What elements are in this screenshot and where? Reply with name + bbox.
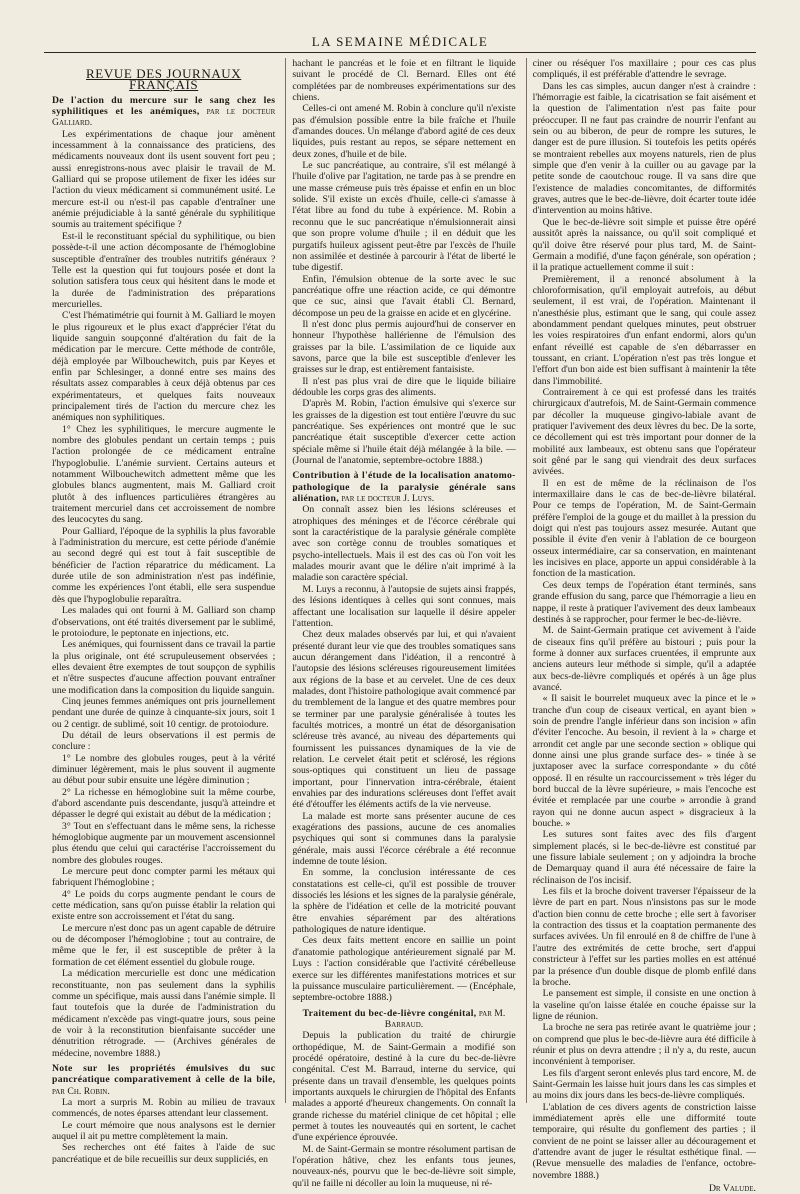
- paragraph: Chez deux malades observés par lui, et qui n'avaient présenté durant leur vie que des troubles somatiques sans aucun dérangement dans l'idéation, il a rencontré à l'autopsie des lésions scléreuses rigoureusement limitées aux régions de la base et au cervelet. Une de ces deux malades, dont l'histoire pathologique avait commencé par du tremblement de la langue et des quatre membres pour se terminer par une paralysie généralisée à toutes les facultés motrices, a montré un état de désorganisation scléreuse très avancé, au niveau des départements qui fournissent les puissances dynamiques de la vie de relation. Le cervelet était petit et sclérosé, les régions sous-optiques qui constituent un lieu de passage important, pour l'innervation intra-cérébrale, étaient envahies par des indurations scléreuses dont l'effet avait été d'étouffer les éléments actifs de la vie nerveuse.: [292, 629, 516, 811]
- paragraph: Du détail de leurs observations il est permis de conclure :: [52, 729, 276, 753]
- paragraph: M. de Saint-Germain pratique cet avivement à l'aide de ciseaux fins qu'il préfère au bistouri ; puis pour la forme à donner aux surfaces cruentées, il emprunte aux anciens auteurs leur méthode si simple, qu'il a adaptée aux becs-de-lièvre compliqués et opérés à un âge plus avancé.: [532, 625, 756, 693]
- article-author: par le docteur J. Luys.: [338, 493, 435, 505]
- paragraph: Que le bec-de-lièvre soit simple et puisse être opéré aussitôt après la naissance, ou qu'il soit compliqué et qu'il doive être réservé pour plus tard, M. de Saint-Germain a modifié, d'une façon générale, son opération ; il la pratique actuellement comme il suit :: [532, 216, 756, 274]
- paragraph: Depuis la publication du traité de chirurgie orthopédique, M. de Saint-Germain a modifié son procédé opératoire, destiné à la cure du bec-de-lièvre congénital. C'est M. Barraud, interne du service, qui présente dans un travail d'ensemble, les quelques points importants auxquels le chirurgien de l'hôpital des Enfants malades a apporté d'heureux changements. On connaît la grande richesse du matériel clinique de cet hôpital ; elle permet à toutes les nouveautés qui en sortent, le cachet d'une expérience éprouvée.: [292, 1030, 516, 1144]
- column-1: [52, 58, 276, 1165]
- paragraph: Pour Galliard, l'époque de la syphilis la plus favorable à l'administration du mercure, est cette période d'anémie au second degré qui est tout à fait susceptible de bénéficier de l'action réparatrice du médicament. La durée utile de son administration n'est pas indéfinie, comme les expériences l'ont établi, elle sera suspendue dès que l'hypoglobulie reparaîtra.: [52, 525, 276, 605]
- paragraph: Les fils d'argent seront enlevés plus tard encore, M. de Saint-Germain les laisse huit jours dans les cas simples et au moins dix jours dans les becs-de-lièvre compliqués.: [532, 1067, 756, 1102]
- paragraph: Dans les cas simples, aucun danger n'est à craindre : l'hémorragie est faible, la cicatrisation se fait aisément et la question de l'alimentation n'est pas faite pour préoccuper. Il ne faut pas craindre de nourrir l'enfant au sein ou au biberon, de peur de rompre les sutures, le danger est de pure illusion. Si toutefois les petits opérés se montraient rebelles aux moyens naturels, rien de plus simple que d'en venir à la cuiller ou au gavage par la petite sonde de caoutchouc rouge. Il va sans dire que l'existence de maladies concomitantes, de difformités graves, autres que le bec-de-lièvre, doit écarter toute idée d'intervention au moins hâtive.: [532, 80, 756, 217]
- paragraph: Ces deux faits mettent encore en saillie un point d'anatomie pathologique antérieurement signalé par M. Luys : l'action considérable que l'activité cérébelleuse exerce sur les différentes manifestations motrices et sur la puissance musculaire particulièrement. — (Encéphale, septembre-octobre 1888.): [292, 935, 516, 1004]
- paragraph: Ses recherches ont été faites à l'aide de suc pancréatique et de bile recueillis sur deux suppliciés, en: [52, 1142, 276, 1165]
- paragraph: La médication mercurielle est donc une médication reconstituante, non pas seulement dans la syphilis comme un spécifique, mais aussi dans l'anémie simple. Il faut toutefois que la durée de l'administration du médicament n'excède pas vingt-quatre jours, sous peine de voir à la reconstitution bienfaisante succéder une dénutrition rétrograde. — (Archives générales de médecine, novembre 1888.): [52, 968, 276, 1059]
- paragraph: Il en est de même de la réclinaison de l'os intermaxillaire dans le cas de bec-de-lièvre bilatéral. Pour ce temps de l'opération, M. de Saint-Germain préfère l'emploi de la gouge et du maillet à la pression du doigt qui n'est pas toujours assez mesurée. Autant que possible il évite d'en venir à l'ablation de ce bourgeon osseux intermédiaire, car sa conservation, en maintenant les incisives en place, apporte un appui considérable à la fonction de la mastication.: [532, 477, 756, 580]
- paragraph: On connaît assez bien les lésions scléreuses et atrophiques des méninges et de l'écorce cérébrale qui sont la caractéristique de la paralysie générale complète avec son cortège connu de troubles somatiques et psycho-intellectuels. Mais il est des cas où l'on voit les malades mourir avant que le délire n'ait imprimé à la maladie son caractère spécial.: [292, 504, 516, 584]
- paragraph: Les anémiques, qui fournissent dans ce travail la partie la plus originale, ont été scrupuleusement observées ; elles devaient être exemptes de tout soupçon de syphilis et n'être suspectes d'aucune affection pouvant entraîner une modification dans la composition du liquide sanguin.: [52, 639, 276, 696]
- paragraph: Ces deux temps de l'opération étant terminés, sans grande effusion du sang, parce que l'hémorragie a lieu en nappe, il reste à pratiquer l'avivement des deux lambeaux destinés à se rapprocher, pour fermer le bec-de-lièvre.: [532, 579, 756, 625]
- paragraph: Contrairement à ce qui est professé dans les traités chirurgicaux d'autrefois, M. de Saint-Germain commence par décoller la muqueuse gingivo-labiale avant de pratiquer l'avivement des deux lèvres du bec. De la sorte, ce décollement qui est très important pour donner de la mobilité aux lambeaux, est obtenu sans que l'opérateur soit gêné par le sang qui viendrait des deux surfaces avivées.: [532, 386, 756, 478]
- paragraph: M. de Saint-Germain se montre résolument partisan de l'opération hâtive, chez les enfants tous jeunes, nouveaux-nés, pourvu que le bec-de-lièvre soit simple, qu'il ne faille ni décoller au loin la muqueuse, ni ré-: [292, 1143, 516, 1189]
- paragraph: Les malades qui ont fourni à M. Galliard son champ d'observations, ont été traités diversement par le sublimé, le protoiodure, le peptonate en injections, etc.: [52, 605, 276, 639]
- article-title: Contribution à l'étude de la localisation anatomo-pathologique de la paralysie générale sans aliénation,: [292, 470, 516, 505]
- article-title: Traitement du bec-de-lièvre congénital,: [302, 1007, 477, 1019]
- article-author: par le docteur Galliard.: [52, 106, 276, 129]
- column-2: [285, 58, 516, 1189]
- paragraph: L'ablation de ces divers agents de constriction laisse immédiatement après elle une difformité toute temporaire, qui résulte du gonflement des parties ; il convient de ne point se laisser aller au découragement et d'attendre avant de juger le résultat esthétique final. — (Revue mensuelle des maladies de l'enfance, octobre-novembre 1888.): [532, 1101, 756, 1181]
- running-head: LA SEMAINE MÉDICALE: [311, 34, 489, 49]
- paragraph: C'est l'hématimétrie qui fournit à M. Galliard le moyen le plus rigoureux et le plus exact d'apprécier l'état du liquide sanguin soupçonné d'altération du fait de la médication par le mercure. Cette méthode de contrôle, déjà employée par Wilbouchewitch, puis par Keyes et enfin par Schlesinger, a donné entre ses mains des résultats assez comparables à ceux déjà obtenus par ces expérimentateurs, et quelques faits nouveaux principalement tirés de l'action du mercure chez les anémiques non syphilitiques.: [52, 310, 276, 424]
- paragraph: M. Luys a reconnu, à l'autopsie de sujets ainsi frappés, des lésions identiques à celles qui sont connues, mais affectant une localisation sur laquelle il désire appeler l'attention.: [292, 583, 516, 629]
- paragraph: 2° La richesse en hémoglobine suit la même courbe, d'abord ascendante puis descendante, jusqu'à atteindre et dépasser le degré qui existait au début de la médication ;: [52, 786, 276, 821]
- paragraph: La mort a surpris M. Robin au milieu de travaux commencés, de notes éparses attendant leur classement.: [52, 1096, 276, 1120]
- paragraph: Les sutures sont faites avec des fils d'argent simplement placés, si le bec-de-lièvre est constitué par une fissure labiale seulement ; on y adjoindra la broche de Demarquay quand il aura été nécessaire de faire la réclinaison de l'os incisif.: [532, 829, 756, 886]
- paragraph: Cinq jeunes femmes anémiques ont pris journellement pendant une durée de quinze à cinquante-six jours, soit 1 ou 2 centigr. de sublimé, soit 10 centigr. de protoiodure.: [52, 695, 276, 730]
- section-title: REVUE DES JOURNAUX FRANÇAIS: [86, 66, 242, 93]
- article-heading: [292, 470, 515, 504]
- paragraph: Le mercure peut donc compter parmi les métaux qui fabriquent l'hémoglobine ;: [52, 866, 276, 889]
- paragraph: Les fils et la broche doivent traverser l'épaisseur de la lèvre de part en part. Nous n'insistons pas sur le mode d'action bien connu de cette broche ; elle sert à favoriser la contraction des tissus et la coaptation permanente des surfaces avivées. Un fil enroulé en 8 de chiffre de l'une à l'autre des extrémités de cette broche, sert d'appui constricteur à l'effet sur les parties molles en est atténué par la présence d'un double disque de plomb enfilé dans la broche.: [532, 886, 756, 988]
- paragraph: 1° Le nombre des globules rouges, peut à la vérité diminuer légèrement, mais le plus souvent il augmente au début pour subir ensuite une légère diminution ;: [52, 752, 276, 787]
- paragraph: Le mercure n'est donc pas un agent capable de détruire ou de décomposer l'hémoglobine ; tout au contraire, de même que le fer, il est susceptible de prêter à la formation de cet élément essentiel du globule rouge.: [52, 922, 276, 968]
- paragraph: Le court mémoire que nous analysons est le dernier auquel il ait pu mettre complètement la main.: [52, 1119, 276, 1142]
- article-title: De l'action du mercure sur le sang chez les syphilitiques et les anémiques,: [52, 94, 276, 118]
- paragraph: 4° Le poids du corps augmente pendant le cours de cette médication, sans qu'on puisse établir la relation qui existe entre son accroissement et l'état du sang.: [52, 888, 276, 923]
- paragraph: hachant le pancréas et le foie et en filtrant le liquide suivant le procédé de Cl. Bernard. Elles ont été complétées par de nombreuses expérimentations sur des chiens.: [292, 58, 516, 104]
- paragraph: Le suc pancréatique, au contraire, s'il est mélangé à l'huile d'olive par l'agitation, ne tarde pas à se prendre en une masse crémeuse puis très épaisse et enfin en un bloc solide. S'il existe un excès d'huile, celle-ci s'amasse à l'état libre au fond du tube à expérience. M. Robin a reconnu que le suc pancréatique n'émulsionnerait ainsi que son propre volume d'huile ; il en déduit que les purgatifs huileux agissent peut-être par l'excès de l'huile non assimilée et destinée à parcourir à l'état de liberté le tube digestif.: [292, 160, 516, 274]
- header-rule: [44, 52, 756, 53]
- paragraph: 1° Chez les syphilitiques, le mercure augmente le nombre des globules pendant un certain temps ; puis l'action prolongée de ce médicament entraîne l'hypoglobulie. L'anémie survient. Certains auteurs et notamment Wilbouchewitch admettent même que les globules blancs augmentent, mais M. Galliard croit plutôt à des influences particulières étrangères au traitement mercuriel dans cet accroissement de nombre des leucocytes du sang.: [52, 423, 276, 526]
- paragraph: Enfin, l'émulsion obtenue de la sorte avec le suc pancréatique offre une réaction acide, ce qui démontre que ce suc, ainsi que l'avait établi Cl. Bernard, décompose un peu de la graisse en acide et en glycérine.: [292, 273, 516, 319]
- paragraph: La broche ne sera pas retirée avant le quatrième jour ; on comprend que plus le bec-de-lièvre aura été difficile à réunir et plus on devra attendre ; il n'y a, du reste, aucun inconvénient à temporiser.: [532, 1022, 756, 1068]
- article-author: par M. Barraud.: [384, 1007, 506, 1030]
- column-3: [526, 58, 756, 1194]
- paragraph: Premièrement, il a renoncé absolument à la chloroformisation, qu'il employait autrefois, au début seulement, il est vrai, de l'opération. Maintenant il n'anesthésie plus, estimant que le sang, qui coule assez abondamment pendant quelques minutes, peut obstruer les voies respiratoires d'un enfant endormi, alors qu'un enfant réveillé est capable de s'en débarrasser en toussant, en criant. L'opération n'est pas très longue et l'effort d'un bon aide est bien suffisant à maintenir la tête dans l'immobilité.: [532, 273, 756, 387]
- paragraph: Il n'est donc plus permis aujourd'hui de conserver en honneur l'hypothèse hallérienne de l'émulsion des graisses par la bile. L'assimilation de ce liquide aux savons, parce que la bile est susceptible d'enlever les graisses sur le drap, est entièrement fantaisiste.: [292, 318, 516, 376]
- paragraph: D'après M. Robin, l'action émulsive qui s'exerce sur les graisses de la digestion est tout entière l'œuvre du suc pancréatique. Ses expériences ont montré que le suc pancréatique était susceptible d'exercer cette action spéciale même si l'huile était déjà mélangée à la bile. — (Journal de l'anatomie, septembre-octobre 1888.): [292, 398, 516, 467]
- article-heading: [52, 1063, 275, 1097]
- article-heading: [292, 1008, 515, 1031]
- quotation: « Il saisit le bourrelet muqueux avec la pince et le » tranche d'un coup de ciseaux vertical, en ayant bien » soin de prendre l'angle inférieur dans son incision » afin d'éviter l'encoche. Au besoin, il revient à la » charge et arrondit cet angle par une seconde section » oblique qui donne ainsi une plus grande surface des- » tinée à se juxtaposer avec la surface correspondante » du côté opposé. Il en résulte un raccourcissement » très léger du bord buccal de la lèvre supérieure, » mais l'encoche est évitée et remplacée par une courbe » arrondie à grand rayon qui ne donne aucun aspect » disgracieux à la bouche. »: [532, 693, 756, 830]
- paragraph: Est-il le reconstituant spécial du syphilitique, ou bien possède-t-il une action décomposante de l'hémoglobine susceptible d'entraîner des troubles nutritifs généraux ? Telle est la question qui fut toujours posée et dont la solution satisfera tous ceux qui hésitent dans le mode et la durée de l'administration des préparations mercurielles.: [52, 230, 276, 310]
- signature: Dr Valude.: [708, 1183, 756, 1194]
- columns: [52, 58, 756, 1194]
- paragraph: Le pansement est simple, il consiste en une onction à la vaseline qu'on laisse étalée en couche épaisse sur la ligne de réunion.: [532, 988, 756, 1022]
- article-heading: [52, 95, 275, 129]
- article-title: Note sur les propriétés émulsives du suc pancréatique comparativement à celle de la bile,: [52, 1062, 276, 1086]
- paragraph: La malade est morte sans présenter aucune de ces exagérations des passions, aucune de ces anomalies psychiques qui sont si communes dans la paralysie générale, mais aussi l'écorce cérébrale a été reconnue indemne de toute lésion.: [292, 810, 516, 868]
- paragraph: 3° Tout en s'effectuant dans le même sens, la richesse hémoglobique augmente par un mouvement ascensionnel plus étendu que celui qui caractérise l'accroissement du nombre des globules rouges.: [52, 820, 276, 866]
- article-author: par Ch. Robin.: [52, 1085, 110, 1097]
- paragraph: En somme, la conclusion intéressante de ces constatations est celle-ci, qu'il est possible de trouver dissociés les lésions et les signes de la paralysie générale, la sphère de l'idéation et celle de la motricité pouvant être envahies séparément par des altérations pathologiques de nature identique.: [292, 867, 516, 936]
- paragraph: ciner ou réséquer l'os maxillaire ; pour ces cas plus compliqués, il est préférable d'attendre le sevrage.: [532, 58, 756, 81]
- paragraph: Les expérimentations de chaque jour amènent incessamment à la connaissance des praticiens, des médicaments nouveaux dont ils usent souvent fort peu ; aussi enregistrons-nous avec plaisir le travail de M. Galliard qui se propose utilement de fixer les idées sur l'action du vieux médicament si communément usité. Le mercure est-il ou n'est-il pas capable d'entraîner une anémie préjudiciable à la santé générale du syphilitique soumis au traitement spécifique ?: [52, 128, 276, 231]
- paragraph: Il n'est pas plus vrai de dire que le liquide biliaire dédouble les corps gras des aliments.: [292, 375, 516, 398]
- paragraph: Celles-ci ont amené M. Robin à conclure qu'il n'existe pas d'émulsion possible entre la bile fraîche et l'huile d'amandes douces. Un mélange d'abord agité de ces deux liquides, puis restant au repos, se sépare nettement en deux zones, d'huile et de bile.: [292, 103, 516, 160]
